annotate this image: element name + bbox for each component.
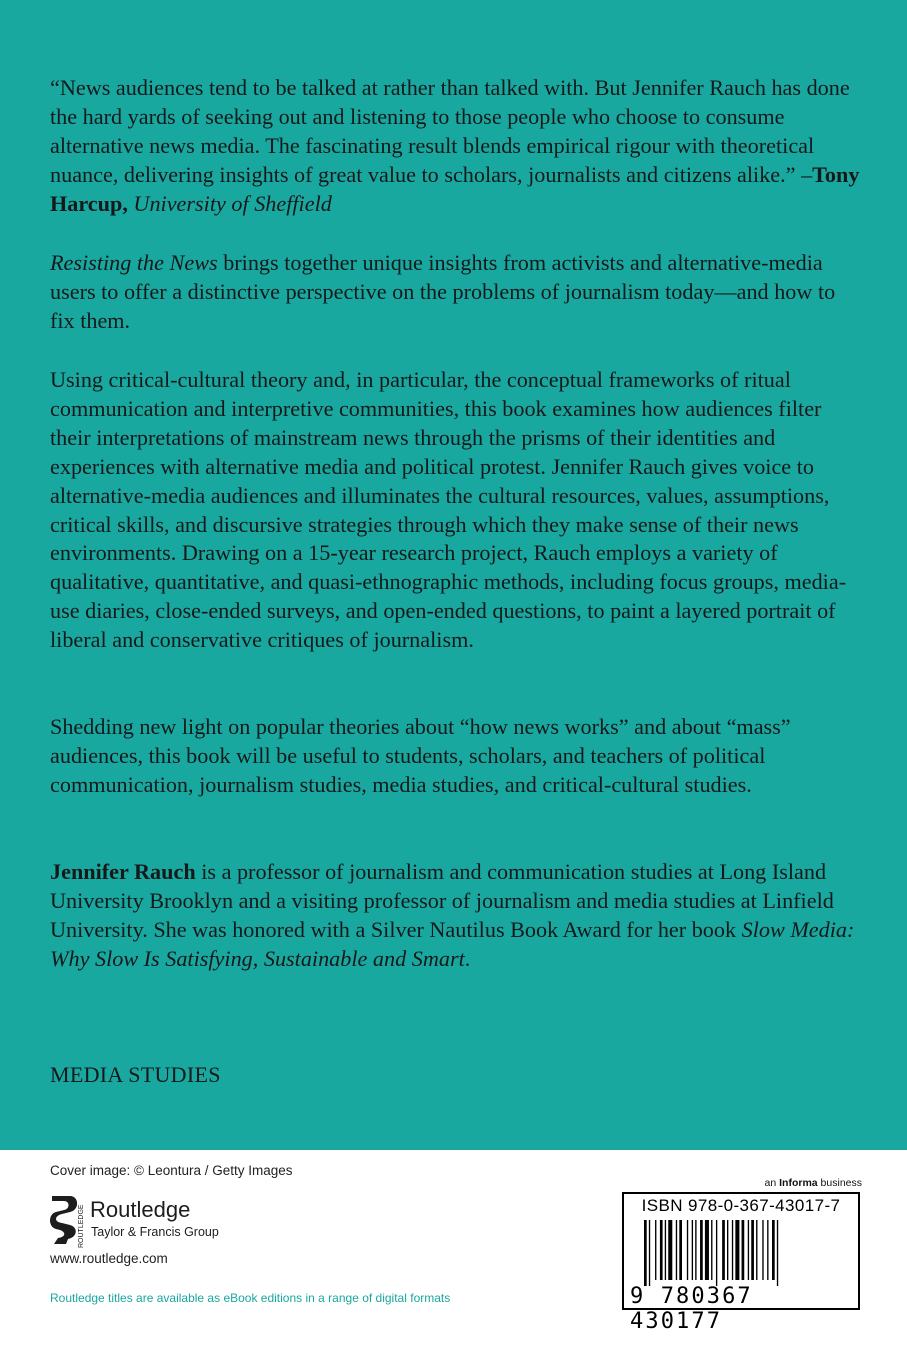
publisher-website[interactable]: www.routledge.com [50,1251,168,1266]
routledge-logo-icon [46,1192,86,1250]
barcode-bar [711,1220,712,1280]
bio-author-name: Jennifer Rauch [50,859,196,884]
endorsement-quote [50,74,862,219]
informa-tagline [765,1177,862,1189]
cover-credit: Cover image: © Leontura / Getty Images [50,1163,293,1178]
barcode-bar [705,1220,709,1280]
barcode-bar [655,1220,656,1280]
book-title: Resisting the News [50,250,218,275]
barcode-bar [716,1220,717,1286]
intro-text: brings together unique insights from activists and alternative-media users to offer a distinctive perspective on the problems of journalism today—and how to fix them. [50,250,836,333]
logo-spine-text: ROUTLEDGE [78,1204,85,1248]
quote-text: “News audiences tend to be talked at rather than talked with. But Jennifer Rauch has done the hard yards of seeking out and listening to those people who choose to consume alternative news media. The fascinating result blends empirical rigour with theoretical nuance, delivering insights of great value to scholars, journalists and citizens alike.” – [50,75,850,187]
subject-category: MEDIA STUDIES [50,1062,221,1087]
informa-suffix: business [817,1177,862,1189]
barcode-bar [767,1220,768,1280]
author-bio [50,858,862,974]
informa-prefix: an [764,1177,780,1189]
cover-footer [0,1150,907,1360]
bio-award-book: Slow Media: Why Slow Is Satisfying, Sustainable and Smart [50,916,855,971]
publisher-name: Routledge [90,1197,191,1222]
barcode-bar [644,1220,647,1286]
barcode-bar [668,1220,672,1280]
barcode-bar [735,1220,739,1280]
barcode-bar [700,1220,703,1280]
quote-affiliation: University of Sheffield [133,190,332,216]
audience-paragraph: Shedding new light on popular theories about “how news works” and about “mass” audiences, this book will be useful to students, scholars, and teachers of political communication, journalism studies, media studies, and critical-cultural studies. [50,714,791,797]
bio-end: . [464,945,471,971]
ebook-note: Routledge titles are available as eBook editions in a range of digital formats [50,1291,451,1305]
barcode-bar [732,1220,733,1280]
quote-author: Tony Harcup, [50,161,860,216]
barcode-bar [695,1220,696,1280]
barcode-bar [665,1220,666,1280]
barcode-bar [748,1220,749,1280]
barcode-bar [727,1220,728,1280]
barcode-bar [777,1220,778,1286]
barcode-bar [676,1220,677,1280]
barcode-bar [742,1220,745,1280]
publisher-group: Taylor & Francis Group [91,1225,219,1239]
barcode-bars [644,1220,844,1286]
description-paragraph: Using critical-cultural theory and, in particular, the conceptual frameworks of ritual communication and interpretive communities, this book examines how audiences filter their interpretations of mainstream news through the prisms of their identities and experiences with alternative media and political protest. Jennifer Rauch gives voice to alternative-media audiences and illuminates the cultural resources, values, assumptions, critical skills, and discursive strategies through which they make sense of their news environments. Drawing on a 15-year research project, Rauch employs a variety of qualitative, quantitative, and quasi-ethnographic methods, including focus groups, media-use diaries, close-ended surveys, and open-ended questions, to paint a layered portrait of liberal and conservative critiques of journalism. [50,367,847,653]
barcode-bar [679,1220,682,1280]
barcode-bar [692,1220,693,1280]
informa-brand: Informa [779,1177,818,1189]
barcode-digits: 9 780367 430177 [630,1284,753,1334]
isbn-barcode [622,1192,860,1334]
intro-paragraph [50,249,862,336]
barcode-bar [756,1220,757,1280]
publisher-logo [46,1192,246,1252]
barcode-bar [722,1220,725,1280]
barcode-bar [762,1220,763,1280]
barcode-bar [687,1220,688,1280]
bio-text: is a professor of journalism and communication studies at Long Island University Brooklyn and a visiting professor of journalism and media studies at Linfield University. She was honored with a Silver Nautilus Book Award for her book [50,859,834,942]
barcode-bar [751,1220,754,1280]
isbn-label: ISBN 978-0-367-43017-7 [641,1196,841,1215]
barcode-bar [649,1220,650,1286]
barcode-bar [772,1220,775,1280]
barcode-bar [660,1220,663,1280]
